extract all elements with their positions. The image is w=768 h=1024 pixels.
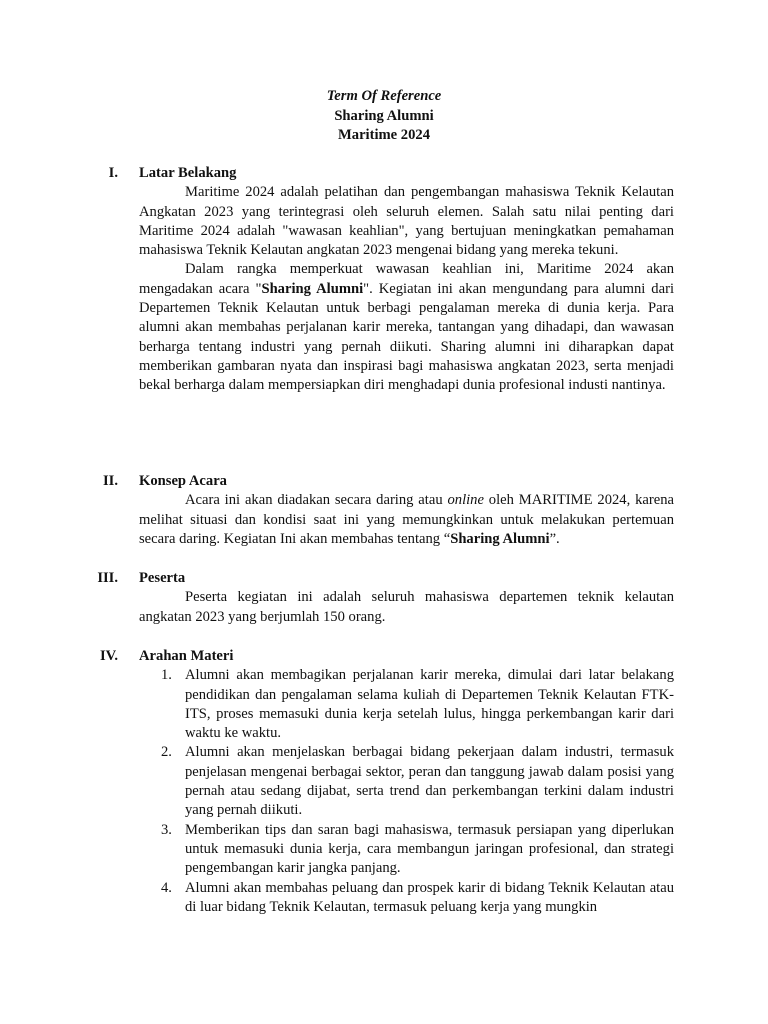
- list-item-text: Memberikan tips dan saran bagi mahasiswa, termasuk persiapan yang diperlukan untuk memasuki dunia kerja, cara membangun jaringan profesional, dan strategi pengembangan karir jangka panjang.: [185, 821, 674, 877]
- section-numeral: IV.: [100, 648, 118, 664]
- list-item: [139, 743, 674, 820]
- list-item: [139, 666, 674, 743]
- list-number: 1.: [161, 667, 172, 684]
- section-heading: Arahan Materi: [139, 648, 234, 664]
- section-numeral: I.: [108, 165, 118, 181]
- event-title: Sharing Alumni: [334, 107, 434, 124]
- section-body: [139, 183, 674, 395]
- document-header: [0, 87, 768, 146]
- program-title: Maritime 2024: [338, 127, 430, 143]
- list-item: [139, 879, 674, 918]
- list-item: [139, 821, 674, 879]
- materi-list: [139, 666, 674, 917]
- document-type-title: Term Of Reference: [326, 88, 442, 104]
- paragraph: Peserta kegiatan ini adalah seluruh mahasiswa departemen teknik kelautan angkatan 2023 yang berjumlah 150 orang.: [139, 589, 674, 625]
- paragraph: Acara ini akan diadakan secara daring atau online oleh MARITIME 2024, karena melihat situasi dan kondisi saat ini yang memungkinkan untuk melakukan pertemuan secara daring. Kegiatan Ini akan membahas tentang “Sharing Alumni”.: [139, 492, 674, 547]
- list-number: 4.: [161, 879, 172, 896]
- list-item-text: Alumni akan menjelaskan berbagai bidang pekerjaan dalam industri, termasuk penjelasan mengenai berbagai sektor, peran dan tanggung jawab dalam posisi yang pernah atau sedang dijabat, serta trend dan perkembangan terkini dalam industri yang pernah diikuti.: [185, 744, 674, 819]
- list-number: 3.: [161, 821, 172, 838]
- italic-term: online: [447, 492, 484, 509]
- paragraph: Dalam rangka memperkuat wawasan keahlian ini, Maritime 2024 akan mengadakan acara "Sharing Alumni". Kegiatan ini akan mengundang para alumni dari Departemen Teknik Kelautan untuk berbagi pengalaman mereka di dunia kerja. Para alumni akan membahas perjalanan karir mereka, tantangan yang dihadapi, dan wawasan berharga tentang industri yang pernah diikuti. Sharing alumni ini diharapkan dapat memberikan gambaran nyata dan inspirasi bagi mahasiswa angkatan 2023, serta menjadi bekal berharga dalam mempersiapkan diri menghadapi dunia profesional industi nantinya.: [139, 261, 674, 394]
- list-item-text: Alumni akan membahas peluang dan prospek karir di bidang Teknik Kelautan atau di luar bidang Teknik Kelautan, termasuk peluang kerja yang mungkin: [185, 879, 674, 915]
- section-heading: Konsep Acara: [139, 473, 227, 489]
- list-item-text: Alumni akan membagikan perjalanan karir mereka, dimulai dari latar belakang pendidikan dan pengalaman selama kuliah di Departemen Teknik Kelautan FTK-ITS, proses memasuki dunia kerja setelah lulus, hingga perkembangan karir dari waktu ke waktu.: [185, 667, 674, 742]
- list-number: 2.: [161, 744, 172, 761]
- bold-term: Sharing Alumni: [261, 280, 364, 297]
- section-body: [139, 491, 674, 549]
- bold-term: Sharing Alumni: [450, 530, 550, 547]
- paragraph: Maritime 2024 adalah pelatihan dan pengembangan mahasiswa Teknik Kelautan Angkatan 2023 yang terintegrasi oleh seluruh elemen. Salah satu nilai penting dari Maritime 2024 adalah "wawasan keahlian", yang bertujuan meningkatkan pemahaman mahasiswa Teknik Kelautan angkatan 2023 mengenai bidang yang mereka tekuni.: [139, 184, 674, 259]
- section-body: [139, 588, 674, 627]
- section-numeral: III.: [97, 570, 118, 586]
- section-heading: Latar Belakang: [139, 165, 237, 181]
- section-numeral: II.: [102, 473, 118, 489]
- section-heading: Peserta: [139, 570, 186, 586]
